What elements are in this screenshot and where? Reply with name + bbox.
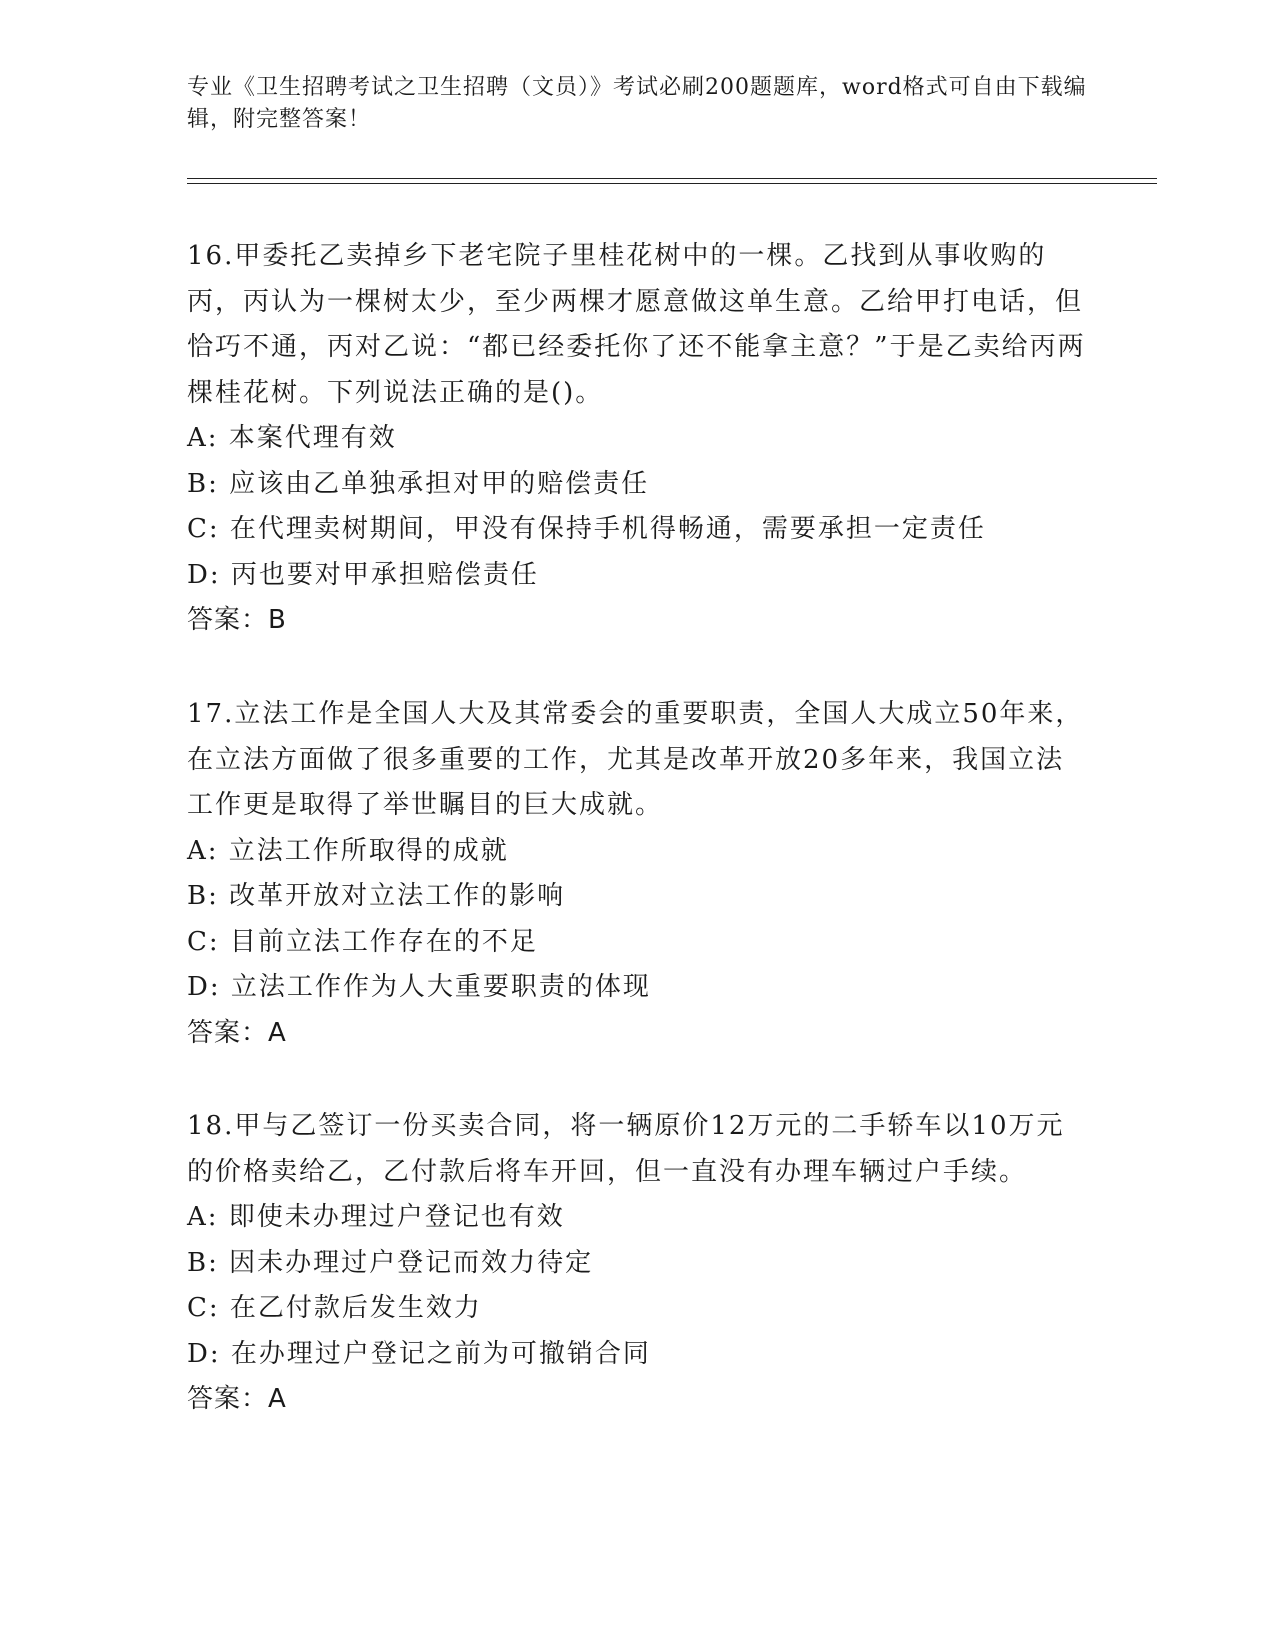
option-d: D: 在办理过户登记之前为可撤销合同 — [187, 1338, 651, 1369]
question-stem: 17.立法工作是全国人大及其常委会的重要职责，全国人大成立50年来，在立法方面做了很多重要的工作，尤其是改革开放20多年来，我国立法工作更是取得了举世瞩目的巨大成就。 — [187, 699, 1084, 820]
answer: 答案：B — [187, 605, 287, 635]
option-b: B: 因未办理过户登记而效力待定 — [187, 1247, 594, 1278]
question-stem: 18.甲与乙签订一份买卖合同，将一辆原价12万元的二手轿车以10万元的价格卖给乙，乙付款后将车开回，但一直没有办理车辆过户手续。 — [187, 1111, 1065, 1187]
question-stem: 16.甲委托乙卖掉乡下老宅院子里桂花树中的一棵。乙找到从事收购的丙，丙认为一棵树太少，至少两棵才愿意做这单生意。乙给甲打电话，但恰巧不通，丙对乙说：“都已经委托你了还不能拿主意？”于是乙卖给丙两棵桂花树。下列说法正确的是()。 — [187, 241, 1086, 408]
option-d: D: 立法工作作为人大重要职责的体现 — [187, 972, 651, 1002]
option-b: B: 应该由乙单独承担对甲的赔偿责任 — [187, 468, 650, 499]
answer: 答案：A — [187, 1017, 287, 1048]
option-a: A: 即使未办理过户登记也有效 — [187, 1202, 565, 1232]
option-a: A: 立法工作所取得的成就 — [187, 835, 509, 866]
option-c: C: 在代理卖树期间，甲没有保持手机得畅通，需要承担一定责任 — [187, 514, 986, 544]
option-c: C: 在乙付款后发生效力 — [187, 1293, 482, 1323]
header-divider-top — [187, 178, 1157, 179]
document-header — [187, 72, 1087, 136]
option-d: D: 丙也要对甲承担赔偿责任 — [187, 559, 539, 590]
option-b: B: 改革开放对立法工作的影响 — [187, 881, 566, 911]
question-16 — [187, 234, 1087, 644]
question-18 — [187, 1104, 1087, 1423]
question-17 — [187, 692, 1087, 1056]
answer: 答案：A — [187, 1384, 287, 1414]
option-c: C: 目前立法工作存在的不足 — [187, 926, 538, 957]
header-divider-bottom — [187, 183, 1157, 184]
option-a: A: 本案代理有效 — [187, 423, 397, 453]
header-text: 专业《卫生招聘考试之卫生招聘（文员）》考试必刷200题题库，word格式可自由下载编辑，附完整答案！ — [187, 75, 1087, 132]
